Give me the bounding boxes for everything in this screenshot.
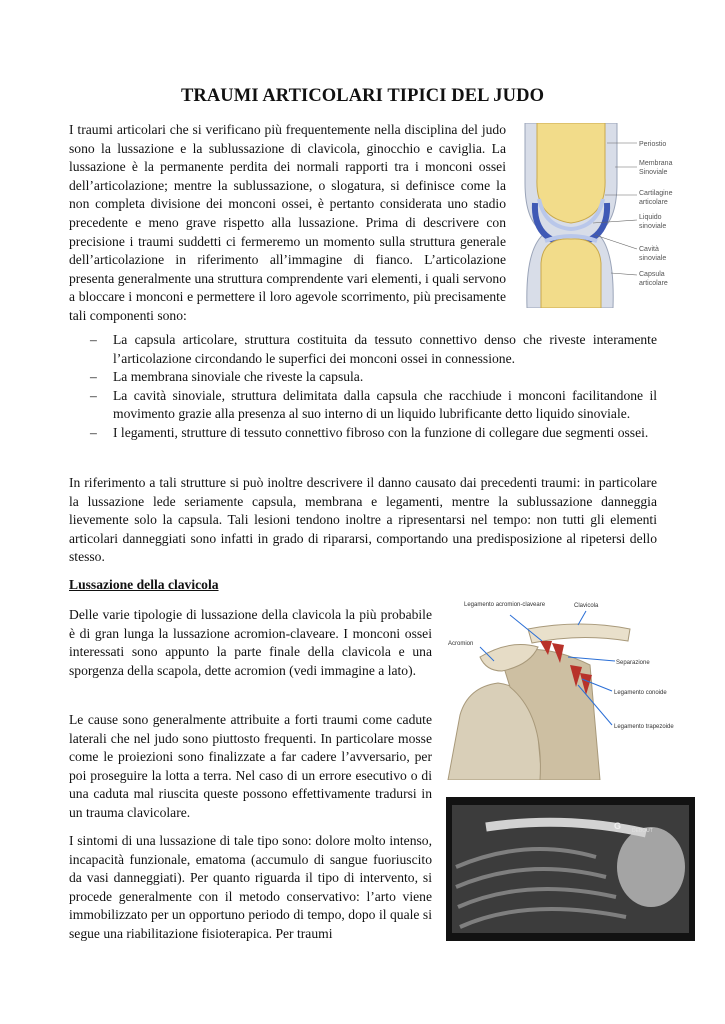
xray-image	[446, 797, 695, 941]
label-cavita: Cavità	[639, 246, 659, 253]
page-title: TRAUMI ARTICOLARI TIPICI DEL JUDO	[180, 86, 545, 106]
label-capsula: Capsula	[639, 271, 665, 278]
label-periostio: Periostio	[639, 141, 667, 148]
section-heading: Lussazione della clavicola	[69, 577, 219, 592]
symptoms-paragraph: I sintomi di una lussazione di tale tipo sono: dolore molto intenso, incapacità funzionale, ematoma (accumulo di sangue fuoriuscito da vasi danneggiati). Per quanto riguarda il tipo di intervento, si procede generalmente con il metodo conservativo: l’arto viene immobilizzato per un opportuno periodo di tempo, dopo il quale si segue una riabilitazione fisioterapica. Per traumi	[69, 833, 432, 941]
xray-marker: G	[614, 821, 622, 831]
label-separazione: Separazione	[616, 660, 650, 666]
list-item: – La membrana sinoviale che riveste la capsula.	[90, 369, 364, 385]
intro-paragraph: I traumi articolari che si verificano più frequentemente nella disciplina del judo sono la lussazione e la sublussazione di clavicola, ginocchio e caviglia. La lussazione è la permanente perdita dei normali rapporti tra i monconi ossei dell’articolazione; mentre la sublussazione, o slogatura, si definisce come la non completa divisione dei monconi ossei, è pertanto considerata uno stadio precedente e meno grave rispetto alla lussazione. Prima di descrivere con precisione i traumi suddetti ci fermeremo un momento sulla struttura generale dell’articolazione in riferimento all’immagine di fianco. L’articolazione presenta generalmente una struttura comprendente vari elementi, i quali servono a bloccare i monconi e permettere il loro agevole scorrimento, più precisamente tali componenti sono:	[69, 122, 506, 323]
joint-anatomy-figure	[515, 123, 685, 308]
damage-paragraph: In riferimento a tali strutture si può inoltre descrivere il danno causato dai precedenti traumi: in particolare la lussazione lede seriamente capsula, membrana e legamenti, mentre la sublussazione danneggia lievemente solo la capsula. Tali lesioni tendono inoltre a ripresentarsi nel tempo: non tutti gli elementi articolari danneggiati sono infatti in grado di ripararsi, comportando una predisposizione al ripetersi dello stesso.	[69, 475, 657, 565]
label-liquido-sinoviale: sinoviale	[639, 223, 667, 230]
label-conoide: Legamento conoide	[614, 690, 667, 696]
label-sinoviale: Sinoviale	[639, 169, 668, 176]
label-clavicola: Clavicola	[574, 603, 599, 609]
list-item: – La cavità sinoviale, struttura delimitata dalla capsula che racchiude i monconi facilitandone il movimento grazie alla presenza al suo interno di un liquido lubrificante detto liquido sinoviale.	[90, 387, 657, 422]
label-membrana: Membrana	[639, 160, 673, 167]
label-trapezoide: Legamento trapezoide	[614, 724, 674, 730]
label-acromion: Acromion	[448, 641, 474, 647]
label-capsula-articolare: articolare	[639, 280, 668, 287]
components-list	[69, 331, 657, 443]
label-legamento-ac: Legamento acromion-claveare	[464, 602, 546, 608]
label-articolare: articolare	[639, 199, 668, 206]
xray-position: DEBOUT	[632, 828, 653, 834]
list-item: – La capsula articolare, struttura costituita da tessuto connettivo denso che riveste interamente l’articolazione circondando le superfici dei monconi ossei in connessione.	[90, 332, 657, 366]
label-cartilagine: Cartilagine	[639, 190, 673, 197]
shoulder-anatomy-figure	[440, 595, 680, 780]
label-cavita-sinoviale: sinoviale	[639, 255, 667, 262]
clavicle-types-paragraph: Delle varie tipologie di lussazione della clavicola la più probabile è di gran lunga la lussazione acromion-claveare. I monconi ossei interessati sono appunto la parte finale della clavicola e una sporgenza della scapola, dette acromion (vedi immagine a lato).	[69, 607, 432, 678]
label-liquido: Liquido	[639, 214, 662, 221]
causes-paragraph: Le cause sono generalmente attribuite a forti traumi come cadute laterali che nel judo sono piuttosto frequenti. In particolare mosse come le proiezioni sono finalizzate a far cadere l’avversario, per poi proseguire la lotta a terra. Nel caso di un errore esecutivo o di una caduta mal riuscita queste possono effettivamente tradursi in un trauma clavicolare.	[69, 712, 432, 820]
list-item: – I legamenti, strutture di tessuto connettivo fibroso con la funzione di collegare due segmenti ossei.	[90, 424, 649, 440]
